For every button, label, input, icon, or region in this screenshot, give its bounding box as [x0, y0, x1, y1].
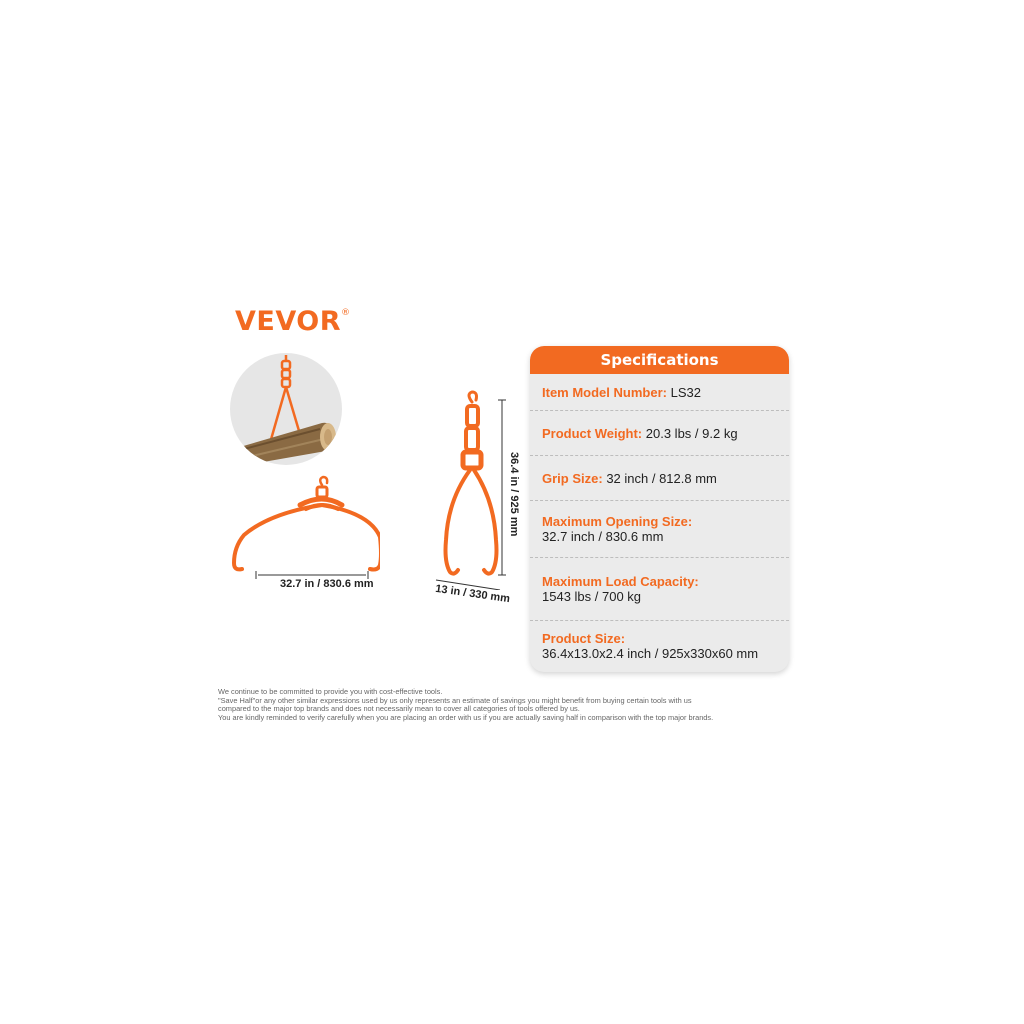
spec-value: 20.3 lbs / 9.2 kg	[645, 425, 738, 441]
disclaimer-line: You are kindly reminded to verify carefully when you are placing an order with us if you are actually saving half in comparison with the top major brands.	[218, 712, 714, 722]
spec-line	[542, 385, 777, 400]
spec-value: 32.7 inch / 830.6 mm	[542, 529, 664, 544]
disclaimer-line: We continue to be committed to provide you with cost-effective tools.	[218, 687, 443, 696]
disclaimer-text	[218, 688, 818, 722]
spec-row-opening	[530, 501, 789, 558]
specifications-title: Specifications	[530, 346, 789, 374]
spec-label: Maximum Load Capacity:	[542, 574, 699, 589]
spec-row-weight	[530, 411, 789, 456]
brand-name: VEVOR	[235, 306, 342, 337]
log-tongs-open-view-image	[230, 475, 380, 590]
spec-value: 1543 lbs / 700 kg	[542, 589, 642, 604]
log-tongs-side-view-image	[430, 390, 520, 590]
open-width-label: 32.7 in / 830.6 mm	[280, 578, 374, 590]
specifications-card	[530, 346, 789, 672]
spec-label: Maximum Opening Size:	[542, 514, 693, 529]
spec-row-load	[530, 558, 789, 621]
spec-label: Product Weight:	[542, 425, 643, 441]
spec-row-grip	[530, 456, 789, 501]
spec-label: Grip Size:	[542, 470, 603, 486]
spec-value: 32 inch / 812.8 mm	[606, 470, 717, 486]
side-height-label: 36.4 in / 925 mm	[508, 452, 520, 537]
spec-row-size	[530, 621, 789, 671]
spec-row-model	[530, 374, 789, 411]
side-width-label: 13 in / 330 mm	[434, 582, 511, 606]
spec-label: Item Model Number:	[542, 384, 667, 400]
spec-value: 36.4x13.0x2.4 inch / 925x330x60 mm	[542, 646, 759, 661]
log-tongs-lifting-log-image	[230, 353, 342, 465]
spec-label: Product Size:	[542, 631, 626, 646]
spec-line	[542, 426, 777, 441]
brand-logo	[235, 306, 351, 337]
spec-value: LS32	[670, 384, 701, 400]
spec-line	[542, 471, 777, 486]
registered-mark: ®	[341, 308, 351, 318]
disclaimer-line: "Save Half"or any other similar expressions used by us only represents an estimate of savings you might benefit from buying certain tools with us	[218, 695, 692, 705]
disclaimer-line: compared to the major top brands and does not necessarily mean to cover all categories of tools offered by us.	[218, 704, 580, 714]
